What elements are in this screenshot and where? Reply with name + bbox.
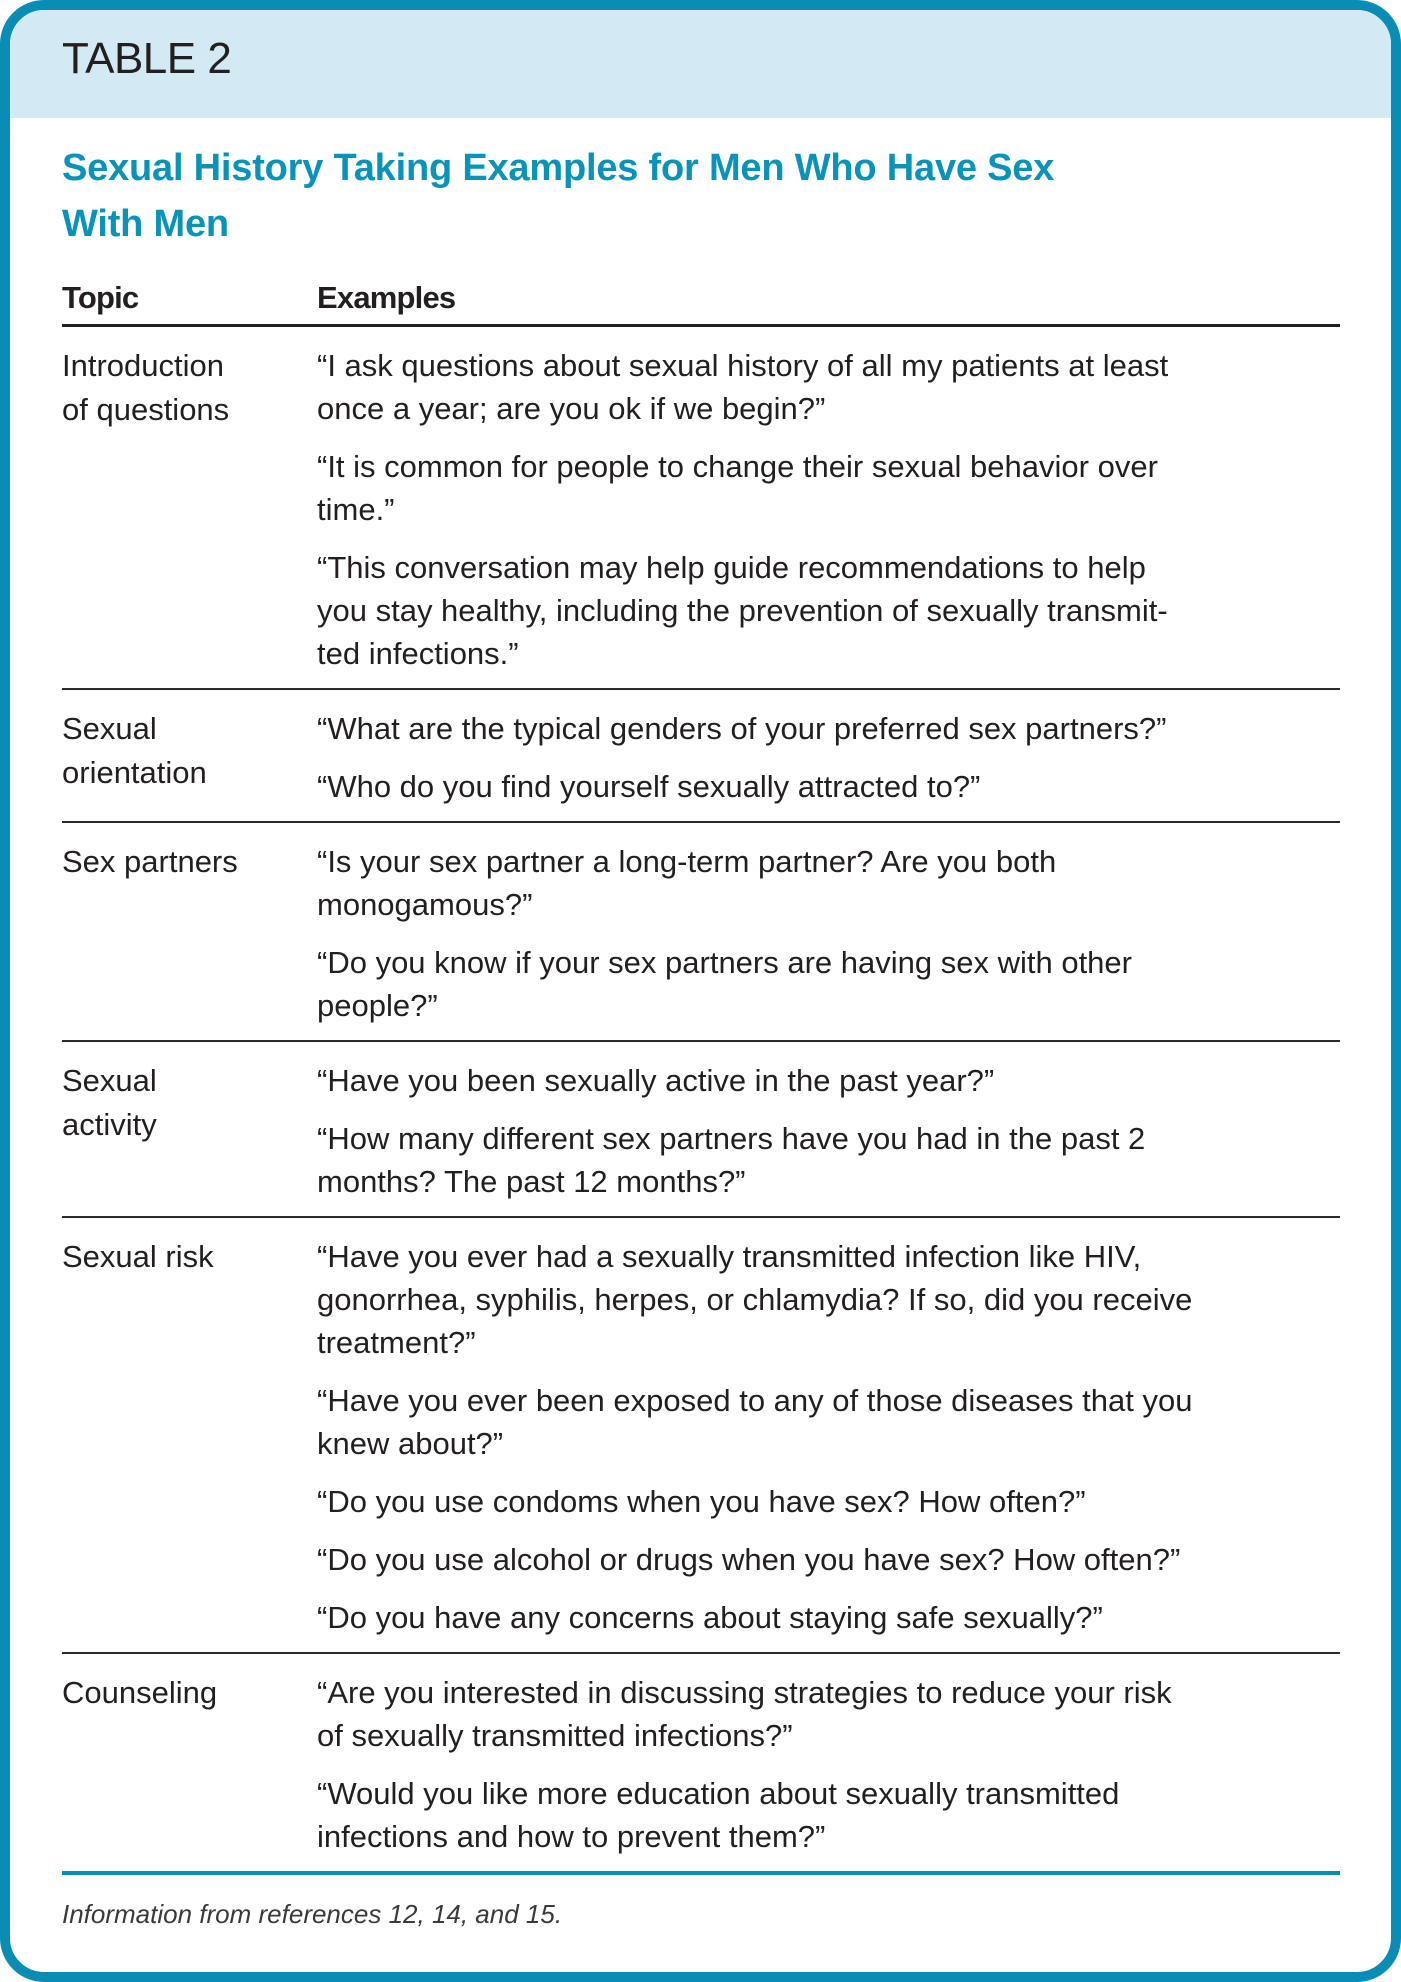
example-text-line: “Who do you find yourself sexually attracted to?”	[317, 769, 981, 804]
example-text-line: monogamous?”	[317, 887, 533, 922]
topic-cell	[62, 707, 317, 808]
topic-text: Sexual	[62, 1063, 157, 1098]
examples-cell	[317, 344, 1340, 675]
example-text-line: “How many different sex partners have you had in the past 2	[317, 1121, 1146, 1156]
example-text-line: “Would you like more education about sexually transmitted	[317, 1776, 1120, 1811]
example-text-line: “Do you use alcohol or drugs when you have sex? How often?”	[317, 1542, 1181, 1577]
topic-cell	[62, 840, 317, 1027]
examples-cell	[317, 1671, 1340, 1858]
example-quote	[317, 1671, 1340, 1757]
table-body	[62, 327, 1340, 1875]
table-footnote: Information from references 12, 14, and 15.	[62, 1899, 563, 1929]
examples-cell	[317, 1235, 1340, 1639]
example-quote	[317, 1480, 1340, 1523]
example-quote	[317, 1059, 1340, 1102]
table-label-band	[10, 10, 1391, 118]
example-quote	[317, 941, 1340, 1027]
example-quote	[317, 1772, 1340, 1858]
column-header-topic: Topic	[62, 280, 139, 315]
example-quote	[317, 546, 1340, 675]
example-quote	[317, 1235, 1340, 1364]
examples-cell	[317, 1059, 1340, 1203]
example-text-line: infections and how to prevent them?”	[317, 1819, 826, 1854]
topic-text: Sexual risk	[62, 1239, 214, 1274]
example-quote	[317, 344, 1340, 430]
table-row	[62, 327, 1340, 690]
topic-cell	[62, 1235, 317, 1639]
table-header-row	[62, 278, 1340, 327]
example-quote	[317, 1117, 1340, 1203]
table-row	[62, 1654, 1340, 1875]
example-text-line: knew about?”	[317, 1426, 504, 1461]
example-quote	[317, 840, 1340, 926]
example-text-line: “What are the typical genders of your preferred sex partners?”	[317, 711, 1167, 746]
example-text-line: once a year; are you ok if we begin?”	[317, 391, 826, 426]
example-text-line: “Do you use condoms when you have sex? How often?”	[317, 1484, 1086, 1519]
example-text-line: “Are you interested in discussing strategies to reduce your risk	[317, 1675, 1172, 1710]
example-text-line: people?”	[317, 988, 438, 1023]
example-text-line: “This conversation may help guide recommendations to help	[317, 550, 1146, 585]
example-text-line: time.”	[317, 492, 395, 527]
example-text-line: ted infections.”	[317, 636, 519, 671]
example-text-line: of sexually transmitted infections?”	[317, 1718, 793, 1753]
example-text-line: “It is common for people to change their sexual behavior over	[317, 449, 1158, 484]
table-title-line: With Men	[62, 203, 229, 245]
examples-cell	[317, 840, 1340, 1027]
examples-cell	[317, 707, 1340, 808]
topic-text: Sex partners	[62, 844, 238, 879]
example-text-line: treatment?”	[317, 1325, 476, 1360]
example-text-line: “Have you ever been exposed to any of those diseases that you	[317, 1383, 1193, 1418]
topic-text: Counseling	[62, 1675, 218, 1710]
table-title	[62, 140, 1054, 252]
example-text-line: “Is your sex partner a long-term partner? Are you both	[317, 844, 1057, 879]
example-text-line: gonorrhea, syphilis, herpes, or chlamydia? If so, did you receive	[317, 1282, 1193, 1317]
example-quote	[317, 445, 1340, 531]
example-text-line: “Have you been sexually active in the past year?”	[317, 1063, 995, 1098]
topic-text: Sexual	[62, 711, 157, 746]
table-row	[62, 1042, 1340, 1218]
example-quote	[317, 1379, 1340, 1465]
topic-text: Introduction	[62, 348, 224, 383]
topic-text: activity	[62, 1107, 157, 1142]
table-row	[62, 823, 1340, 1042]
topic-cell	[62, 344, 317, 675]
topic-cell	[62, 1671, 317, 1858]
example-quote	[317, 1596, 1340, 1639]
example-text-line: months? The past 12 months?”	[317, 1164, 746, 1199]
column-header-examples: Examples	[317, 280, 456, 315]
topic-text: of questions	[62, 392, 230, 427]
topic-cell	[62, 1059, 317, 1203]
example-text-line: you stay healthy, including the prevention of sexually transmit-	[317, 593, 1168, 628]
example-text-line: “Have you ever had a sexually transmitted infection like HIV,	[317, 1239, 1142, 1274]
example-text-line: “I ask questions about sexual history of all my patients at least	[317, 348, 1169, 383]
topic-text: orientation	[62, 755, 207, 790]
table-label: TABLE 2	[62, 34, 232, 83]
example-quote	[317, 1538, 1340, 1581]
example-text-line: “Do you know if your sex partners are having sex with other	[317, 945, 1132, 980]
table-title-line: Sexual History Taking Examples for Men Who Have Sex	[62, 147, 1055, 189]
table-row	[62, 1218, 1340, 1654]
example-quote	[317, 707, 1340, 750]
example-text-line: “Do you have any concerns about staying safe sexually?”	[317, 1600, 1103, 1635]
table-row	[62, 690, 1340, 823]
example-quote	[317, 765, 1340, 808]
